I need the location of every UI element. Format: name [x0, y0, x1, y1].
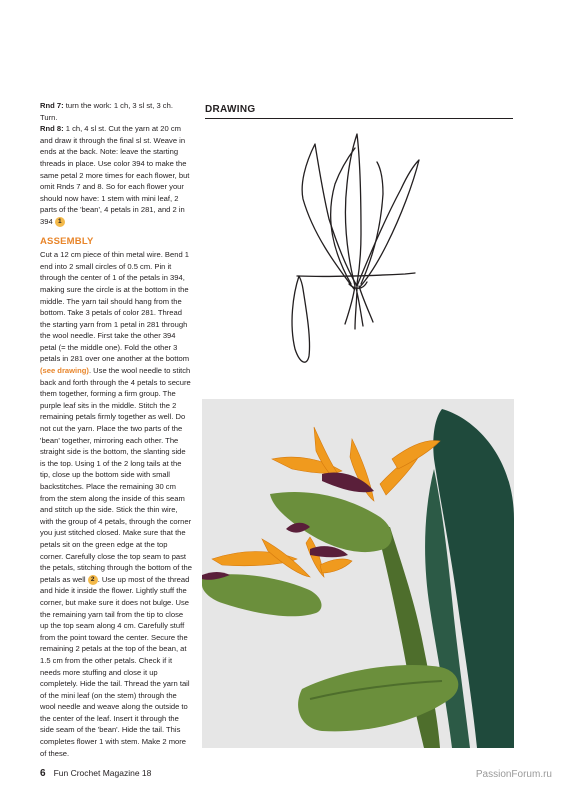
rnd-7-paragraph — [40, 100, 192, 123]
petal-outline-center — [345, 134, 361, 286]
site-watermark: PassionForum.ru — [475, 769, 552, 780]
assembly-text-b: . Use the wool needle to stitch back and forth through the 4 petals to secure them together, forming a firm group. The purple leaf sits in the middle. Stitch the 2 remaining petals firmly together as well. Do not cut the yarn. Place the two parts of the 'bean' together, mirroring each other. The straight side is the bottom, the slanting side is the top. Using 1 of the 2 long tails at the tip, close up the bottom side with small backstitches. Place the remaining 30 cm from the stem along the inside of this seam and stitch up the side. Stick the thin wire, with the group of 4 petals, through the corner you just stitched closed. Make sure that the petals sit on the green edge at the top corner. Carefully close the top seam to past the petals, stitching through the bottom of the petals as well — [40, 366, 192, 584]
assembly-heading: ASSEMBLY — [40, 235, 94, 247]
rnd-8-paragraph — [40, 123, 192, 227]
assembly-text-a: Cut a 12 cm piece of thin metal wire. Bend 1 end into 2 small circles of 0.5 cm. Pin it through the center of 1 of the petals in 394, making sure the circle is at the bottom in the middle. The yarn tail should hang from the bottom. Take 3 petals of color 281. Thread the starting yarn from 1 petal in 281 through the wool needle. First take the other 394 petal (= the middle one). Fold the other 3 petals in 281 over one another at the bottom — [40, 250, 190, 364]
assembly-paragraph — [40, 249, 192, 759]
drawing-divider — [205, 118, 513, 119]
magazine-title: Fun Crochet Magazine 18 — [53, 768, 152, 778]
stem-threads — [345, 286, 373, 329]
rnd-8-text: 1 ch, 4 sl st. Cut the yarn at 20 cm and draw it through the final sl st. Weave in ends at the back. Note: leave the starting threads in place. Use color 394 to make the same petal 2 more times for each flower, but omit Rnds 7 and 8. So for each flower your should now have: 1 stem with mini leaf, 2 parts of the 'bean', 4 petals in 281, and 2 in 394 — [40, 124, 190, 226]
page-footer — [40, 768, 151, 779]
petal-outline-back — [331, 148, 355, 284]
page-number: 6 — [40, 768, 46, 779]
rnd-7-text: turn the work: 1 ch, 3 sl st, 3 ch. Turn. — [40, 101, 173, 122]
wire-loop — [292, 276, 310, 362]
rnd-7-label: Rnd 7: — [40, 101, 64, 110]
petal-outline-right — [357, 160, 419, 288]
rnd-8-label: Rnd 8: — [40, 124, 64, 134]
drawing-heading: DRAWING — [205, 104, 256, 115]
bird-of-paradise-photo — [202, 399, 514, 748]
step-badge-1: 1 — [55, 217, 65, 227]
step-badge-2: 2 — [88, 575, 98, 585]
assembly-line-drawing — [205, 124, 513, 374]
assembly-text-c: . Use up most of the thread and hide it inside the flower. Lightly stuff the corner, but make sure it does not bulge. Use the remaining yarn tail from the tip to close up the top seam along 4 cm. Carefully stuff from the point toward the center. Secure the remaining 2 petals at the top of the bean, at 1.5 cm from the other petals. Check if it needs more stuffing and close it up completely. Hide the tail. Thread the yarn tail of the mini leaf (on the stem) through the wool needle and weave along the outside to the center of the leaf. Insert it through the side seam of the 'bean'. Hide the tail. This completes flower 1 with stem. Make 2 more of these. — [40, 574, 190, 758]
instructions-column — [40, 100, 192, 759]
wire-horizontal — [297, 273, 415, 276]
see-drawing-link: (see drawing) — [40, 366, 89, 376]
petal-outline-front — [361, 162, 383, 284]
